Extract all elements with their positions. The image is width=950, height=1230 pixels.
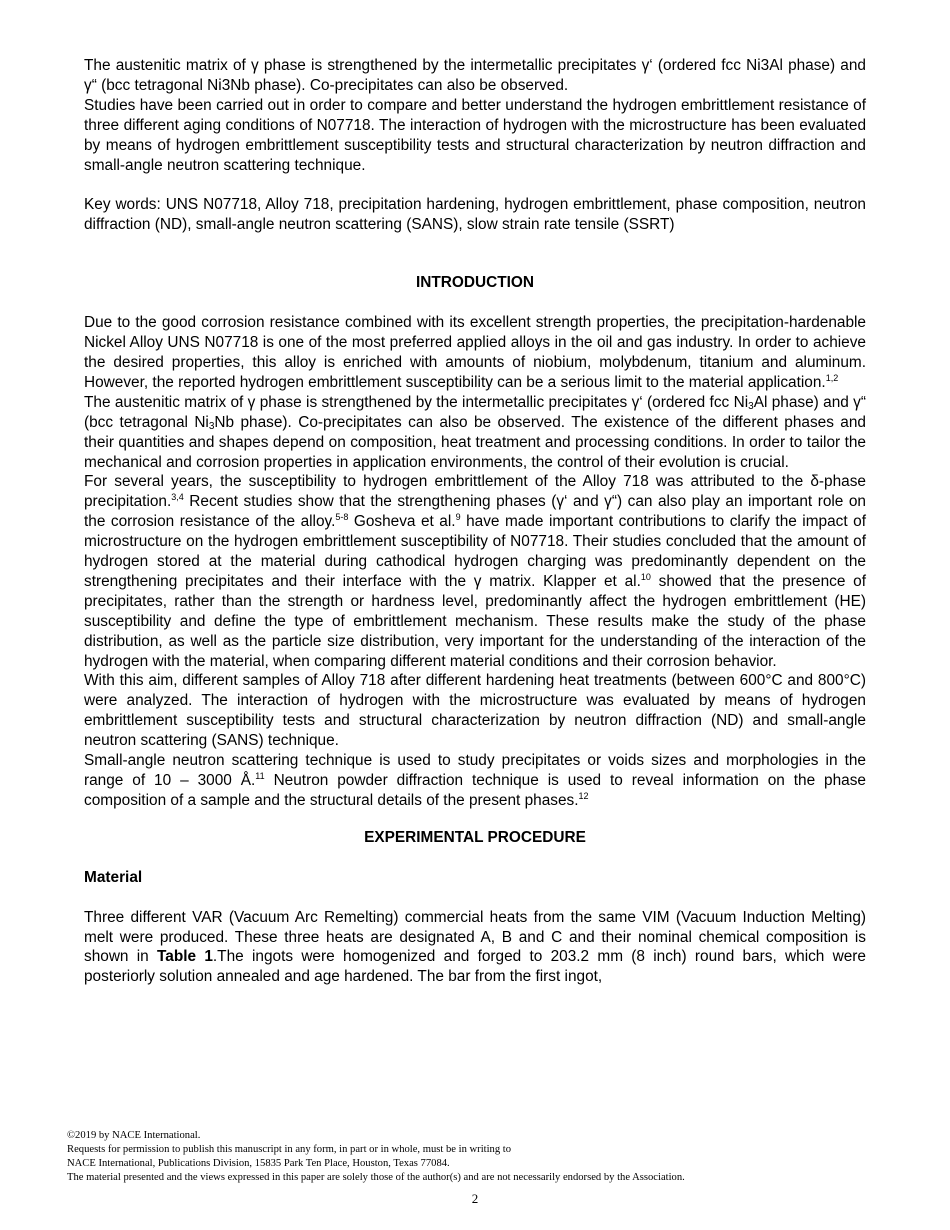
citation: 1,2 <box>825 372 839 383</box>
intro-paragraph-5: Small-angle neutron scattering technique is used to study precipitates or voids sizes and morphologies in the range of 10 – 3000 Å.$^{11}$ Neutron powder diffraction technique is used to reveal information on the phase composition of a sample and the structural details of the present phases.$^{12}$ <box>84 752 866 809</box>
paper-body <box>84 56 866 987</box>
copyright-footer <box>67 1129 897 1185</box>
abstract-paragraph: The austenitic matrix of γ phase is strengthened by the intermetallic precipitates γ‘ (ordered fcc Ni3Al phase) and γ“ (bcc tetragonal Ni3Nb phase). Co-precipitates can also be observed. <box>84 57 866 94</box>
intro-paragraph-3: For several years, the susceptibility to hydrogen embrittlement of the Alloy 718 was attributed to the δ-phase precipitation.$^{3,4}$ Recent studies show that the strengthening phases (γ‘ and γ“) can also play an important role on the corrosion resistance of the alloy.$^{5-8}$ Gosheva et al.$^9$ have made important contributions to clarify the impact of microstructure on the hydrogen embrittlement susceptibility of N07718. Their studies concluded that the amount of hydrogen stored at the material during cathodical hydrogen charging was predominantly dependent on the strengthening precipitates and their interface with the γ matrix. Klapper et al.$^{10}$ showed that the presence of precipitates, rather than the strength or hardness level, predominantly affect the hydrogen embrittlement (HE) susceptibility and define the type of embrittlement mechanism. These results make the study of the phase distribution, as well as the particle size distribution, very important for the understanding of the interaction of the hydrogen with the material, when comparing different material conditions and their corrosion behavior. <box>84 473 866 670</box>
section-heading-experimental: EXPERIMENTAL PROCEDURE <box>364 828 586 846</box>
page-number: 2 <box>471 1191 479 1206</box>
abstract-paragraph: Studies have been carried out in order to compare and better understand the hydrogen embrittlement resistance of three different aging conditions of N07718. The interaction of hydrogen with the microstructure has been evaluated by means of hydrogen embrittlement susceptibility tests and structural characterization by neutron diffraction and small-angle neutron scattering technique. <box>84 96 866 174</box>
footer-line: Requests for permission to publish this manuscript in any form, in part or in whole, must be in writing to <box>67 1144 512 1156</box>
intro-paragraph-4: With this aim, different samples of Alloy 718 after different hardening heat treatments (between 600°C and 800°C) were analyzed. The interaction of hydrogen with the microstructure was evaluated by means of hydrogen embrittlement susceptibility tests and structural characterization by neutron diffraction (ND) and small-angle neutron scattering (SANS) technique. <box>84 672 866 750</box>
citation: 12 <box>578 790 589 801</box>
citation: 10 <box>640 571 651 582</box>
citation: 9 <box>455 512 461 523</box>
table-reference: Table 1 <box>157 948 213 966</box>
citation: 3,4 <box>171 492 184 503</box>
footer-line: NACE International, Publications Division, 15835 Park Ten Place, Houston, Texas 77084. <box>67 1158 450 1170</box>
footer-line: The material presented and the views expressed in this paper are solely those of the author(s) and are not necessarily endorsed by the Association. <box>67 1172 685 1184</box>
citation: 11 <box>255 771 265 781</box>
intro-paragraph-2: The austenitic matrix of γ phase is strengthened by the intermetallic precipitates γ‘ (ordered fcc $Ni_3Al$ phase) and γ“ (bcc tetragonal $Ni_3Nb$ phase). Co-precipitates can also be observed. The existence of the different phases and their quantities and shapes depend on composition, heat treatment and processing conditions. In order to tailor the mechanical and corrosion properties in application environments, the control of their evolution is crucial. <box>84 393 866 471</box>
subsection-heading-material: Material <box>84 868 143 886</box>
keywords: Key words: UNS N07718, Alloy 718, precipitation hardening, hydrogen embrittlement, phase composition, neutron diffraction (ND), small-angle neutron scattering (SANS), slow strain rate tensile (SSRT) <box>84 196 866 234</box>
intro-paragraph-1: Due to the good corrosion resistance combined with its excellent strength properties, the precipitation-hardenable Nickel Alloy UNS N07718 is one of the most preferred applied alloys in the oil and gas industry. In order to achieve the desired properties, this alloy is enriched with amounts of niobium, molybdenum, titanium and aluminum. However, the reported hydrogen embrittlement susceptibility can be a serious limit to the material application.$^{1,2}$ <box>84 314 866 391</box>
footer-line: ©2019 by NACE International. <box>67 1130 201 1141</box>
section-heading-introduction: INTRODUCTION <box>416 274 534 292</box>
material-paragraph: Three different VAR (Vacuum Arc Remelting) commercial heats from the same VIM (Vacuum Induction Melting) melt were produced. These three heats are designated A, B and C and their nominal chemical composition is shown in Table 1.The ingots were homogenized and forged to 203.2 mm (8 inch) round bars, which were posteriorly solution annealed and age hardened. The bar from the first ingot, <box>84 908 866 986</box>
citation: 5-8 <box>335 512 349 523</box>
